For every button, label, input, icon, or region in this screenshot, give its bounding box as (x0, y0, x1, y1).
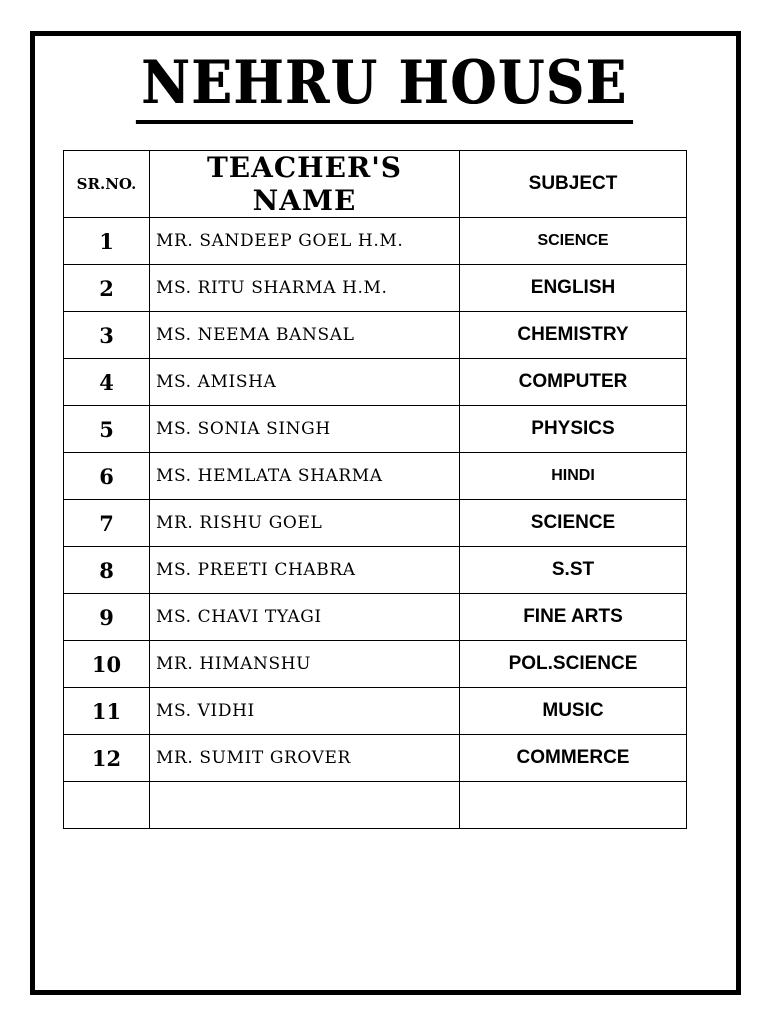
row-sr-no: 10 (64, 641, 150, 688)
row-subject: SCIENCE (460, 500, 687, 547)
row-teacher-name: MS. RITU SHARMA H.M. (150, 265, 460, 312)
table-row (64, 594, 687, 641)
teacher-table (63, 150, 687, 829)
header-teacher-name: TEACHER'S NAME (150, 151, 460, 218)
row-subject: POL.SCIENCE (460, 641, 687, 688)
row-teacher-name: MS. AMISHA (150, 359, 460, 406)
table-row (64, 406, 687, 453)
row-subject: ENGLISH (460, 265, 687, 312)
table-row (64, 359, 687, 406)
row-sr-no: 8 (64, 547, 150, 594)
row-sr-no: 3 (64, 312, 150, 359)
row-teacher-name: MR. RISHU GOEL (150, 500, 460, 547)
row-teacher-name: MS. VIDHI (150, 688, 460, 735)
table-row (64, 547, 687, 594)
table-row (64, 453, 687, 500)
table-row (64, 688, 687, 735)
row-teacher-name: MS. CHAVI TYAGI (150, 594, 460, 641)
table-row (64, 218, 687, 265)
row-sr-no: 6 (64, 453, 150, 500)
row-teacher-name: MS. SONIA SINGH (150, 406, 460, 453)
row-teacher-name: MS. NEEMA BANSAL (150, 312, 460, 359)
table-row (64, 312, 687, 359)
table-row (64, 641, 687, 688)
row-sr-no: 2 (64, 265, 150, 312)
row-teacher-name: MS. HEMLATA SHARMA (150, 453, 460, 500)
header-sr-no: SR.NO. (64, 151, 150, 218)
table-row (64, 500, 687, 547)
table-row (64, 265, 687, 312)
row-subject: S.ST (460, 547, 687, 594)
header-subject: SUBJECT (460, 151, 687, 218)
row-subject: SCIENCE (460, 218, 687, 265)
table-header-row (64, 151, 687, 218)
page-title-container (0, 48, 768, 124)
row-sr-no: 5 (64, 406, 150, 453)
row-sr-no: 1 (64, 218, 150, 265)
row-sr-no: 12 (64, 735, 150, 782)
row-subject: PHYSICS (460, 406, 687, 453)
row-sr-no: 9 (64, 594, 150, 641)
row-subject (460, 782, 687, 829)
row-subject: CHEMISTRY (460, 312, 687, 359)
row-teacher-name: MR. SANDEEP GOEL H.M. (150, 218, 460, 265)
row-subject: HINDI (460, 453, 687, 500)
row-sr-no: 7 (64, 500, 150, 547)
row-teacher-name: MS. PREETI CHABRA (150, 547, 460, 594)
page-title: NEHRU HOUSE (136, 48, 633, 124)
row-teacher-name: MR. HIMANSHU (150, 641, 460, 688)
row-teacher-name (150, 782, 460, 829)
table-row (64, 735, 687, 782)
row-subject: COMMERCE (460, 735, 687, 782)
row-sr-no: 11 (64, 688, 150, 735)
row-subject: FINE ARTS (460, 594, 687, 641)
row-sr-no: 4 (64, 359, 150, 406)
table-row-empty (64, 782, 687, 829)
row-subject: MUSIC (460, 688, 687, 735)
row-subject: COMPUTER (460, 359, 687, 406)
row-sr-no (64, 782, 150, 829)
row-teacher-name: MR. SUMIT GROVER (150, 735, 460, 782)
